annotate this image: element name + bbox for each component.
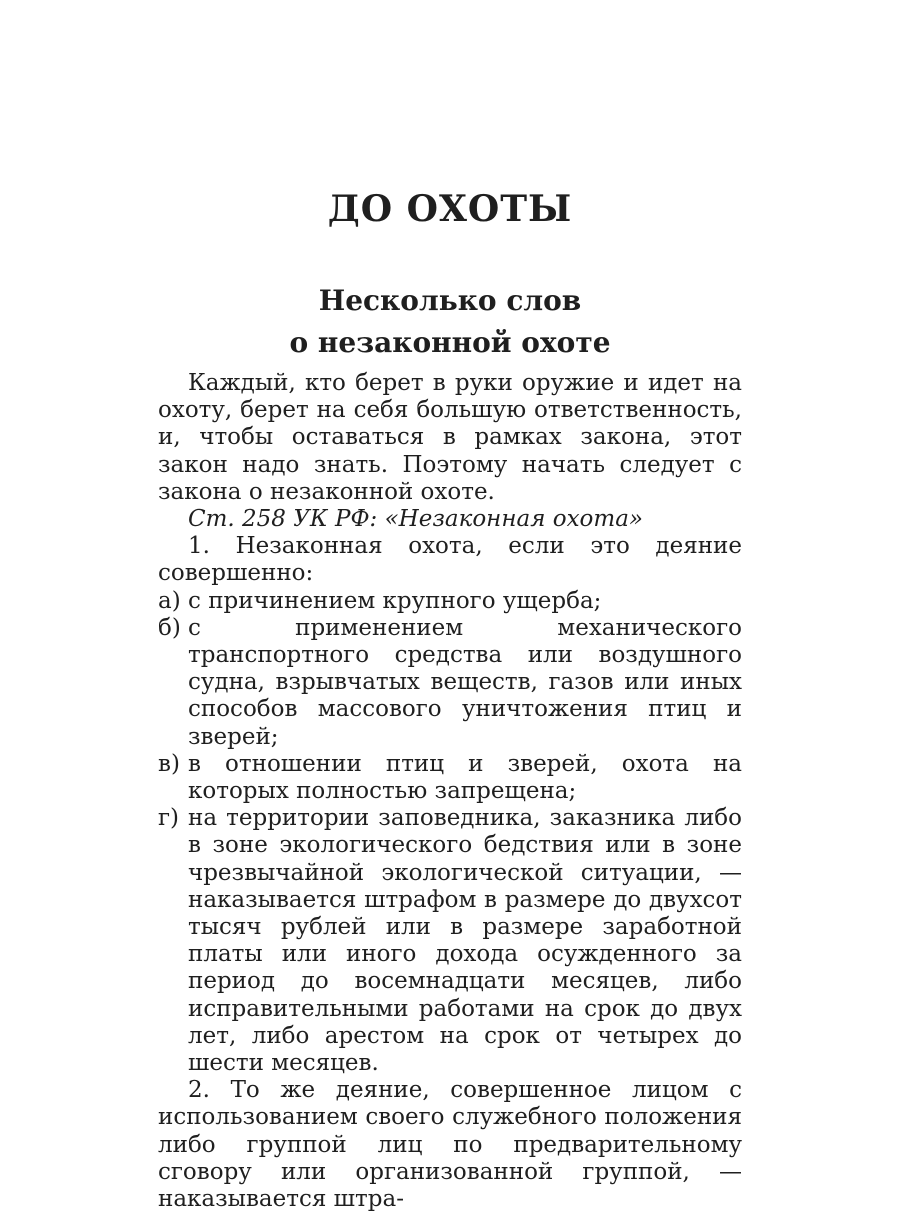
body-text [158,370,742,1213]
list-item-g [158,805,742,1077]
section-title-line-1: Несколько слов [318,284,582,317]
section-title [0,280,900,364]
list-marker: а) [158,587,181,614]
chapter-title: ДО ОХОТЫ [327,188,573,230]
list-item-b [158,615,742,751]
list-marker: г) [158,805,180,832]
section-title-line-2: о незаконной охоте [289,326,611,359]
list-item-v [158,751,742,805]
intro-paragraph: Каждый, кто берет в руки оружие и идет на охоту, берет на себя большую ответственность, и, чтобы оставаться в рамках закона, этот закон надо знать. Поэтому начать следует с закона о незаконной охоте. [158,370,742,505]
list-item-text: с применением механического транспортного средства или воздушного судна, взрывчатых веществ, газов или иных способов массового уничтожения птиц и зверей; [188,614,742,750]
list-marker: в) [158,750,180,777]
clause-2-paragraph: 2. То же деяние, совершенное лицом с использованием своего служебного положения либо группой лиц по предварительному сговору или организованной группой, — наказывается штра- [158,1077,742,1213]
list-marker: б) [158,614,181,641]
clause-1-intro: 1. Незаконная охота, если это деяние совершенно: [158,533,742,587]
list-item-text: на территории заповедника, заказника либо в зоне экологического бедствия или в зоне чрезвычайной экологической ситуации, — наказывается штрафом в размере до двухсот тысяч рублей или в размере заработной платы или иного дохода осужденного за период до восемнадцати месяцев, либо исправительными работами на срок до двух лет, либо арестом на срок от четырех до шести месяцев. [188,805,742,1077]
list-item-text: с причинением крупного ущерба; [188,587,602,614]
list-item-a [158,588,742,615]
list-item-text: в отношении птиц и зверей, охота на которых полностью запрещена; [188,750,742,805]
article-citation: Ст. 258 УК РФ: «Незаконная охота» [188,506,643,533]
